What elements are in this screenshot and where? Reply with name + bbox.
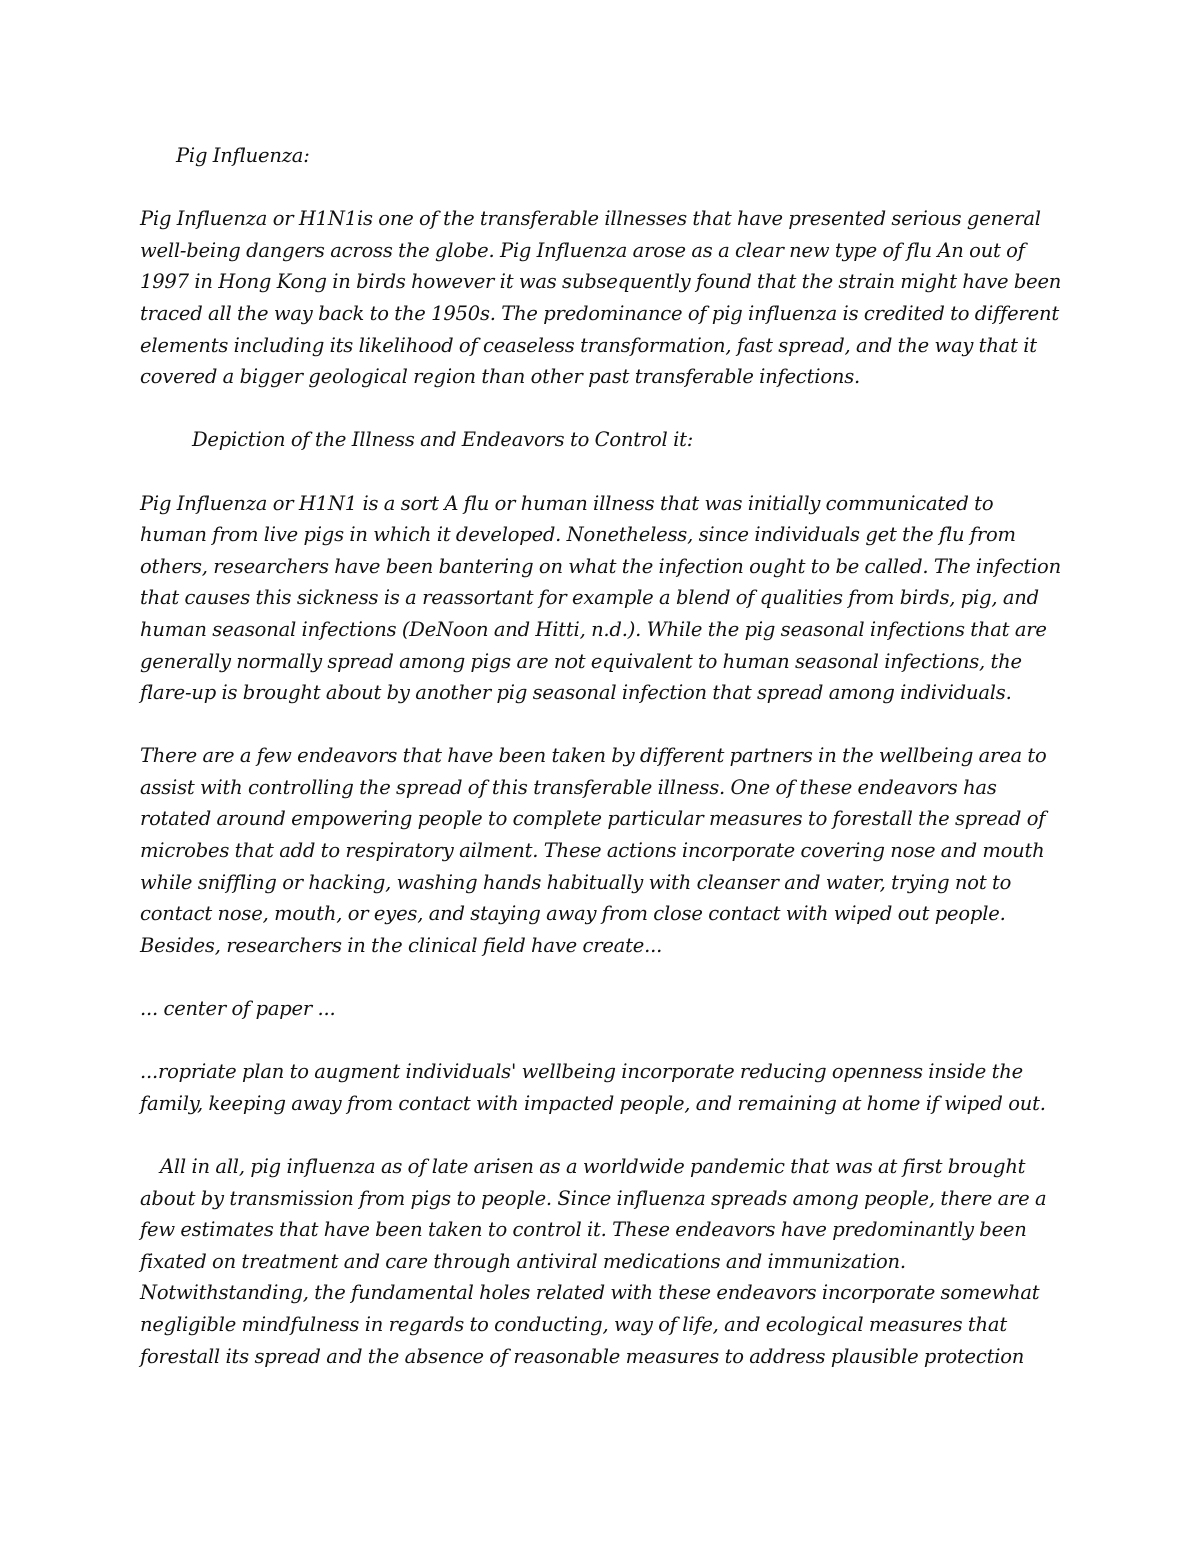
paragraph-introduction: Pig Influenza or H1N1is one of the transferable illnesses that have presented serious general well-being dangers across the globe. Pig Influenza arose as a clear new type of flu An out of 1997 in Hong Kong in birds however it was subsequently found that the strain might have been traced all the way back to the 1950s. The predominance of pig influenza is credited to different elements including its likelihood of ceaseless transformation, fast spread, and the way that it covered a bigger geological region than other past transferable infections.	[140, 207, 1062, 389]
paragraph-continuation: ...ropriate plan to augment individuals' wellbeing incorporate reducing openness inside the family, keeping away from contact with impacted people, and remaining at home if wiped out.	[140, 1060, 1046, 1115]
document-body	[140, 140, 1065, 1404]
paragraph-endeavors: There are a few endeavors that have been taken by different partners in the wellbeing area to assist with controlling the spread of this transferable illness. One of these endeavors has rotated around empowering people to complete particular measures to forestall the spread of microbes that add to respiratory ailment. These actions incorporate covering nose and mouth while sniffling or hacking, washing hands habitually with cleanser and water, trying not to contact nose, mouth, or eyes, and staying away from close contact with wiped out people. Besides, researchers in the clinical field have create...	[140, 744, 1047, 957]
section-heading-pig-influenza: Pig Influenza:	[176, 144, 310, 167]
paragraph-conclusion: All in all, pig influenza as of late arisen as a worldwide pandemic that was at first brought about by transmission from pigs to people. Since influenza spreads among people, there are a few estimates that have been taken to control it. These endeavors have predominantly been fixated on treatment and care through antiviral medications and immunization. Notwithstanding, the fundamental holes related with these endeavors incorporate somewhat negligible mindfulness in regards to conducting, way of life, and ecological measures that forestall its spread and the absence of reasonable measures to address plausible protection	[140, 1155, 1047, 1368]
section-heading-depiction: Depiction of the Illness and Endeavors to Control it:	[192, 428, 694, 452]
paragraph-description: Pig Influenza or H1N1 is a sort A flu or human illness that was initially communicated to human from live pigs in which it developed. Nonetheless, since individuals get the flu from others, researchers have been bantering on what the infection ought to be called. The infection that causes this sickness is a reassortant for example a blend of qualities from birds, pig, and human seasonal infections (DeNoon and Hitti, n.d.). While the pig seasonal infections that are generally normally spread among pigs are not equivalent to human seasonal infections, the flare-up is brought about by another pig seasonal infection that spread among individuals.	[140, 491, 1061, 705]
paper-separator: ... center of paper ...	[140, 997, 336, 1021]
